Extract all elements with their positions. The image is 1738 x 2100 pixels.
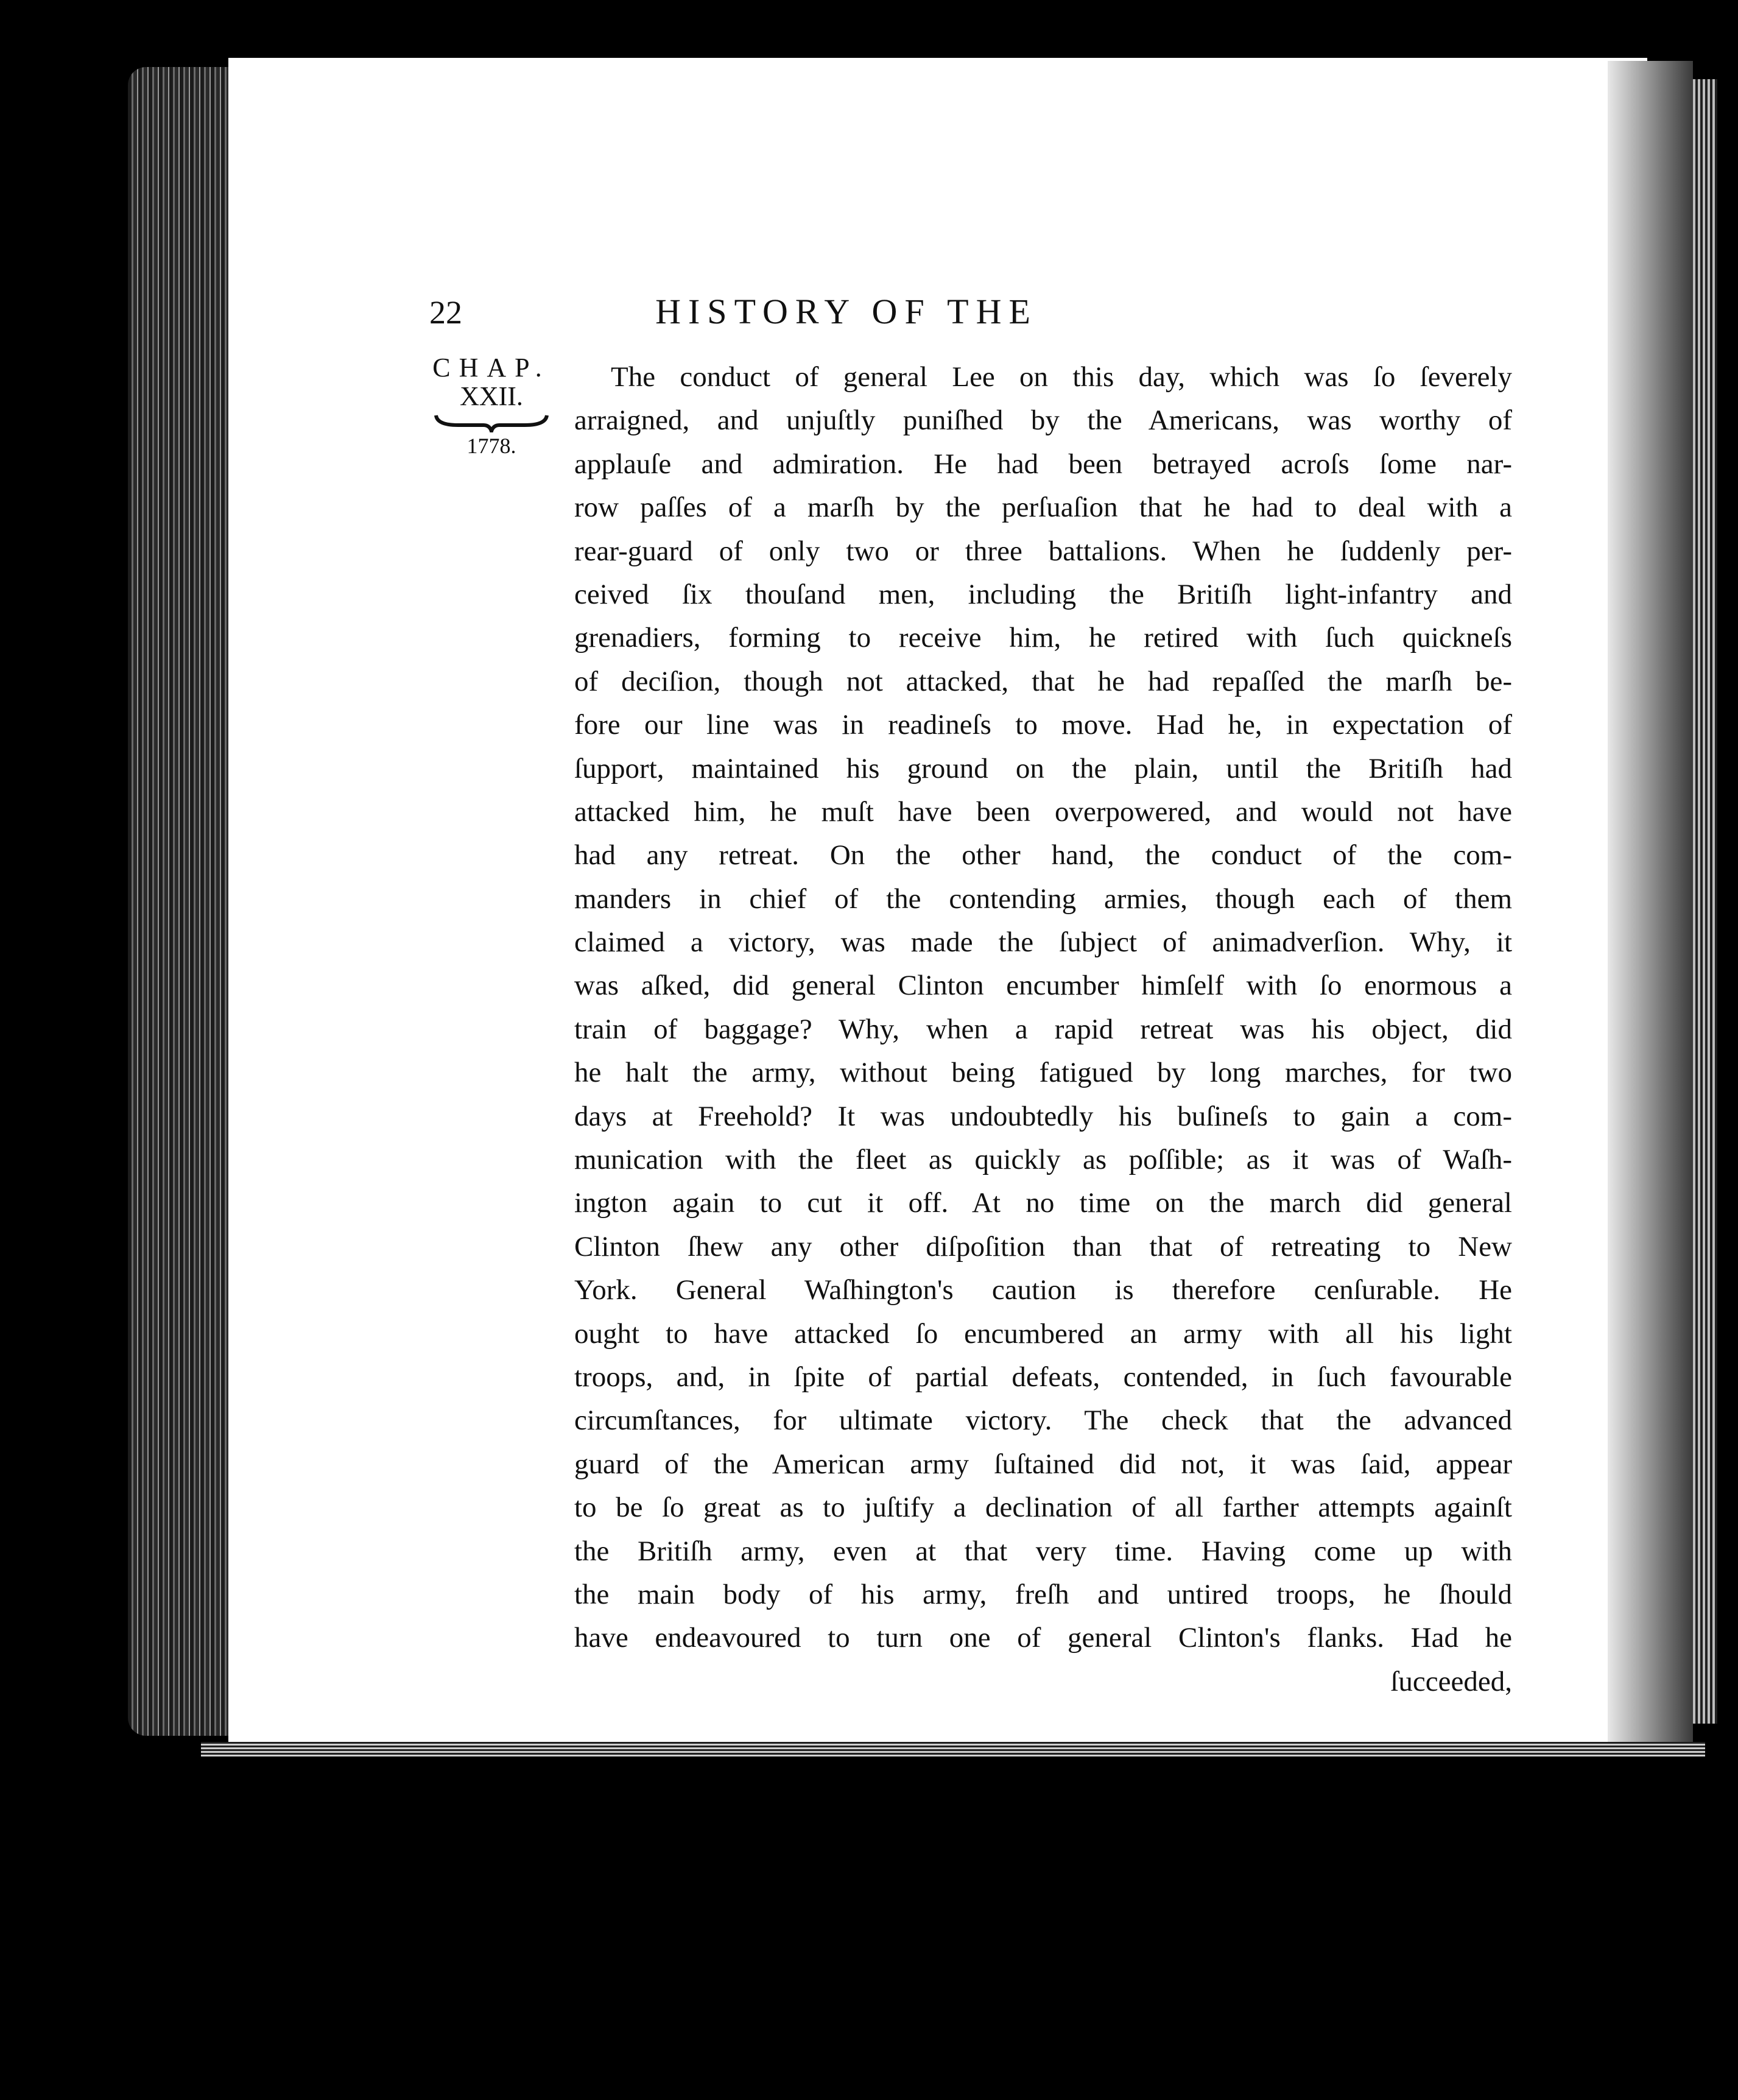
running-head: HISTORY OF THE — [655, 292, 1038, 331]
text-line: ington again to cut it off. At no time on the march did general — [574, 1187, 1512, 1219]
text-line: of deciſion, though not attacked, that he had repaſſed the marſh be- — [574, 665, 1512, 697]
facing-page-edge — [1693, 79, 1717, 1724]
brace-ornament-icon — [434, 412, 549, 432]
text-line: ſupport, maintained his ground on the plain, until the Britiſh had — [574, 752, 1512, 784]
text-line: row paſſes of a marſh by the perſuaſion that he had to deal with a — [574, 492, 1512, 524]
text-line: manders in chief of the contending armies, though each of them — [574, 883, 1512, 915]
text-line: arraigned, and unjuſtly puniſhed by the Americans, was worthy of — [574, 404, 1512, 437]
text-line: circumſtances, for ultimate victory. The check that the advanced — [574, 1404, 1512, 1437]
text-line: guard of the American army ſuſtained did not, it was ſaid, appear — [574, 1448, 1512, 1480]
text-line: York. General Waſhington's caution is therefore cenſurable. He — [574, 1274, 1512, 1306]
text-line: attacked him, he muſt have been overpowered, and would not have — [574, 795, 1512, 828]
text-line: troops, and, in ſpite of partial defeats, contended, in ſuch favourable — [574, 1361, 1512, 1393]
margin-chapter-number: XXII. — [460, 381, 523, 411]
text-line: Clinton ſhew any other diſpoſition than that of retreating to New — [574, 1230, 1512, 1263]
text-line: munication with the fleet as quickly as poſſible; as it was of Waſh- — [574, 1144, 1512, 1176]
text-line: had any retreat. On the other hand, the conduct of the com- — [574, 839, 1512, 872]
text-line: train of baggage? Why, when a rapid retreat was his object, did — [574, 1013, 1512, 1045]
body-text — [574, 356, 1512, 1704]
text-line: grenadiers, forming to receive him, he retired with ſuch quickneſs — [574, 622, 1512, 654]
page-bottom-edge — [201, 1742, 1705, 1756]
margin-note — [421, 353, 561, 458]
margin-chapter-label: CHAP. — [432, 353, 551, 382]
text-line: The conduct of general Lee on this day, which was ſo ſeverely — [611, 361, 1512, 393]
page-gutter-shadow — [1608, 61, 1693, 1748]
text-line: the Britiſh army, even at that very time. Having come up with — [574, 1535, 1512, 1567]
text-line: the main body of his army, freſh and untired troops, he ſhould — [574, 1578, 1512, 1610]
text-line: was aſked, did general Clinton encumber himſelf with ſo enormous a — [574, 970, 1512, 1002]
text-line: to be ſo great as to juſtify a declination of all farther attempts againſt — [574, 1492, 1512, 1524]
text-line: fore our line was in readineſs to move. Had he, in expectation of — [574, 709, 1512, 741]
catchword: ſucceeded, — [1390, 1665, 1512, 1697]
text-line: days at Freehold? It was undoubtedly his buſineſs to gain a com- — [574, 1100, 1512, 1132]
text-line: applauſe and admiration. He had been betrayed acroſs ſome nar- — [574, 448, 1512, 480]
text-line: rear-guard of only two or three battalions. When he ſuddenly per- — [574, 535, 1512, 567]
page-number: 22 — [429, 294, 462, 331]
text-line: ought to have attacked ſo encumbered an army with all his light — [574, 1317, 1512, 1350]
text-line: he halt the army, without being fatigued by long marches, for two — [574, 1057, 1512, 1089]
text-line: ceived ſix thouſand men, including the Britiſh light-infantry and — [574, 578, 1512, 610]
text-line: have endeavoured to turn one of general Clinton's flanks. Had he — [574, 1622, 1512, 1654]
book-spine-edge — [128, 67, 231, 1736]
margin-year: 1778. — [466, 434, 516, 458]
text-line: claimed a victory, was made the ſubject of animadverſion. Why, it — [574, 926, 1512, 959]
